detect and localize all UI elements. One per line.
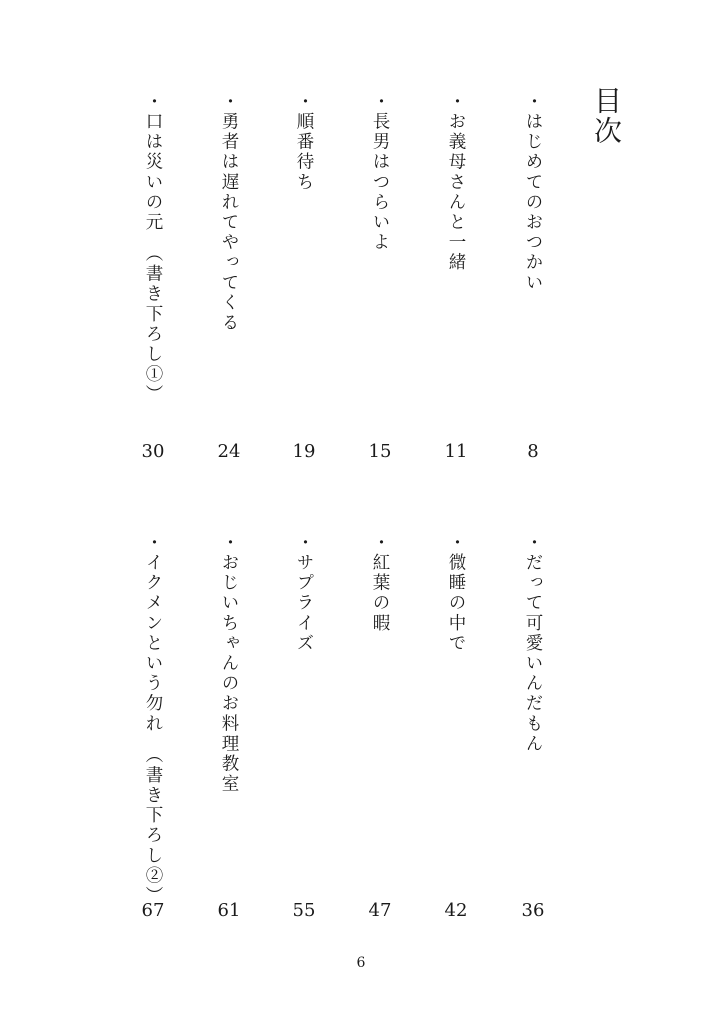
page-number: 6 xyxy=(356,955,366,971)
toc-entry-title xyxy=(284,533,324,654)
toc-bullet: ・ xyxy=(523,533,543,554)
toc-entry-title xyxy=(209,92,249,333)
toc-entry-page: 36 xyxy=(521,900,545,921)
toc-entry-page: 24 xyxy=(217,441,241,462)
toc-entry-page: 42 xyxy=(444,900,468,921)
toc-entry-text: 口は災いの元 （書き下ろし①） xyxy=(143,112,163,405)
toc-entry-text: お義母さんと一緒 xyxy=(446,112,466,273)
toc-entry-title xyxy=(436,92,476,273)
toc-entry-title xyxy=(133,533,173,906)
toc-entry-page: 19 xyxy=(292,441,316,462)
toc-bullet: ・ xyxy=(446,92,466,113)
toc-entry-page: 30 xyxy=(141,441,165,462)
toc-bullet: ・ xyxy=(294,92,314,113)
toc-entry-page: 11 xyxy=(444,441,468,462)
toc-entry-text: 紅葉の暇 xyxy=(370,553,390,634)
toc-bullet: ・ xyxy=(219,533,239,554)
toc-entry-text: サプライズ xyxy=(294,553,314,654)
toc-entry-title xyxy=(284,92,324,193)
toc-entry-text: 微睡の中で xyxy=(446,553,466,654)
toc-bullet: ・ xyxy=(446,533,466,554)
toc-entry-text: 順番待ち xyxy=(294,112,314,193)
toc-entry-text: はじめてのおつかい xyxy=(523,112,543,294)
toc-bullet: ・ xyxy=(370,92,390,113)
toc-entry-title xyxy=(513,92,553,293)
toc-bullet: ・ xyxy=(143,533,163,554)
toc-entry-title xyxy=(436,533,476,654)
toc-bullet: ・ xyxy=(219,92,239,113)
toc-entry-text: イクメンという勿れ （書き下ろし②） xyxy=(143,553,163,907)
toc-bullet: ・ xyxy=(143,92,163,113)
toc-entry-page: 55 xyxy=(292,900,316,921)
toc-entry-title xyxy=(133,92,173,405)
toc-entry-title xyxy=(513,533,553,754)
toc-bullet: ・ xyxy=(370,533,390,554)
toc-entry-title xyxy=(360,92,400,253)
toc-title: 目次 xyxy=(590,86,623,146)
toc-entry-page: 61 xyxy=(217,900,241,921)
toc-entry-text: 長男はつらいよ xyxy=(370,112,390,253)
toc-bullet: ・ xyxy=(523,92,543,113)
toc-entry-text: 勇者は遅れてやってくる xyxy=(219,112,239,334)
toc-bullet: ・ xyxy=(294,533,314,554)
toc-entry-page: 47 xyxy=(368,900,392,921)
toc-entry-text: だって可愛いんだもん xyxy=(523,553,543,755)
toc-entry-page: 67 xyxy=(141,900,165,921)
toc-entry-page: 15 xyxy=(368,441,392,462)
toc-entry-page: 8 xyxy=(527,441,539,462)
toc-entry-text: おじいちゃんのお料理教室 xyxy=(219,553,239,795)
toc-entry-title xyxy=(360,533,400,634)
toc-entry-title xyxy=(209,533,249,794)
